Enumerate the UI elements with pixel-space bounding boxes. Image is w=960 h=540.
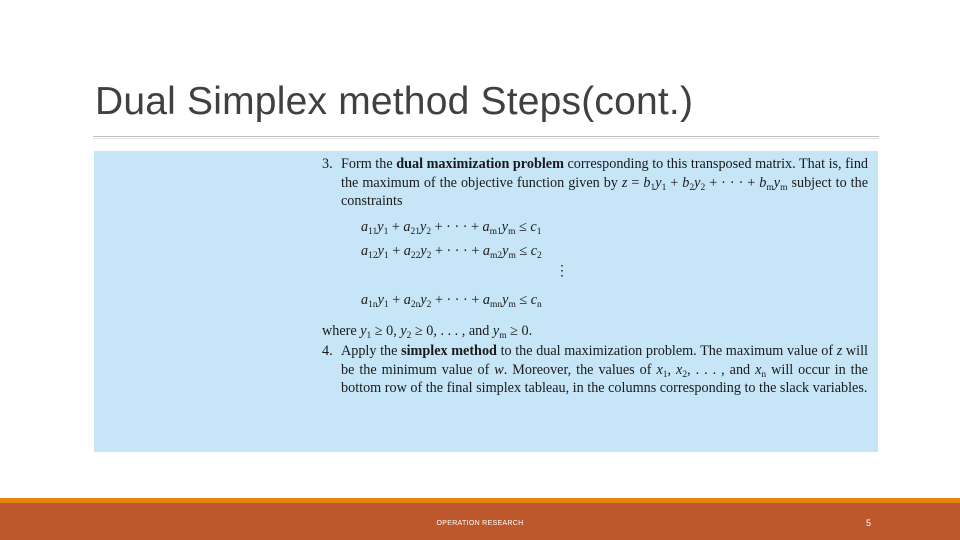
constraint-n: $a_{1n}y_1 + a_{2n}y_2$ + · · · + $a_{mn}y_m \le c_n$	[361, 291, 542, 310]
step-3: 3. Form the dual maximization problem corresponding to this transposed matrix. That is, find the maximum of the objective function given by $z = b_1y_1 + b_2y_2$ + · · · + $b_my_m$ subject to the constraints	[322, 156, 869, 209]
dual-maximization-term: dual maximization problem	[396, 156, 564, 172]
objective-function: $z = b_1y_1 + b_2y_2$ + · · · + $b_my_m$	[621, 174, 788, 193]
title-underline-shadow	[93, 138, 879, 139]
footer-label: OPERATION RESEARCH	[436, 520, 524, 527]
constraint-1: $a_{11}y_1 + a_{21}y_2$ + · · · + $a_{m1}y_m \le c_1$	[361, 218, 542, 237]
constraint-2: $a_{12}y_1 + a_{22}y_2$ + · · · + $a_{m2}y_m \le c_2$	[361, 242, 542, 261]
slide-title: Dual Simplex method Steps(cont.)	[95, 80, 694, 123]
nonnegativity-constraints: where $y_1 \ge 0$, $y_2 \ge 0$, . . . , and $y_m \ge 0$.	[322, 322, 533, 341]
step-number: 4.	[322, 343, 333, 359]
page-number: 5	[866, 518, 872, 528]
step-number: 3.	[322, 156, 333, 172]
textbook-excerpt	[322, 155, 868, 398]
simplex-method-term: simplex method	[401, 343, 497, 359]
step-4: 4. Apply the simplex method to the dual maximization problem. The maximum value of z will be the minimum value of w. Moreover, the values of $x_1$, $x_2$, . . . , and $x_n$ will occur in the bottom row of the final simplex tableau, in the columns corresponding to the slack variables.	[322, 343, 868, 396]
title-underline	[93, 136, 879, 137]
vertical-ellipsis: ⋮	[555, 262, 570, 279]
